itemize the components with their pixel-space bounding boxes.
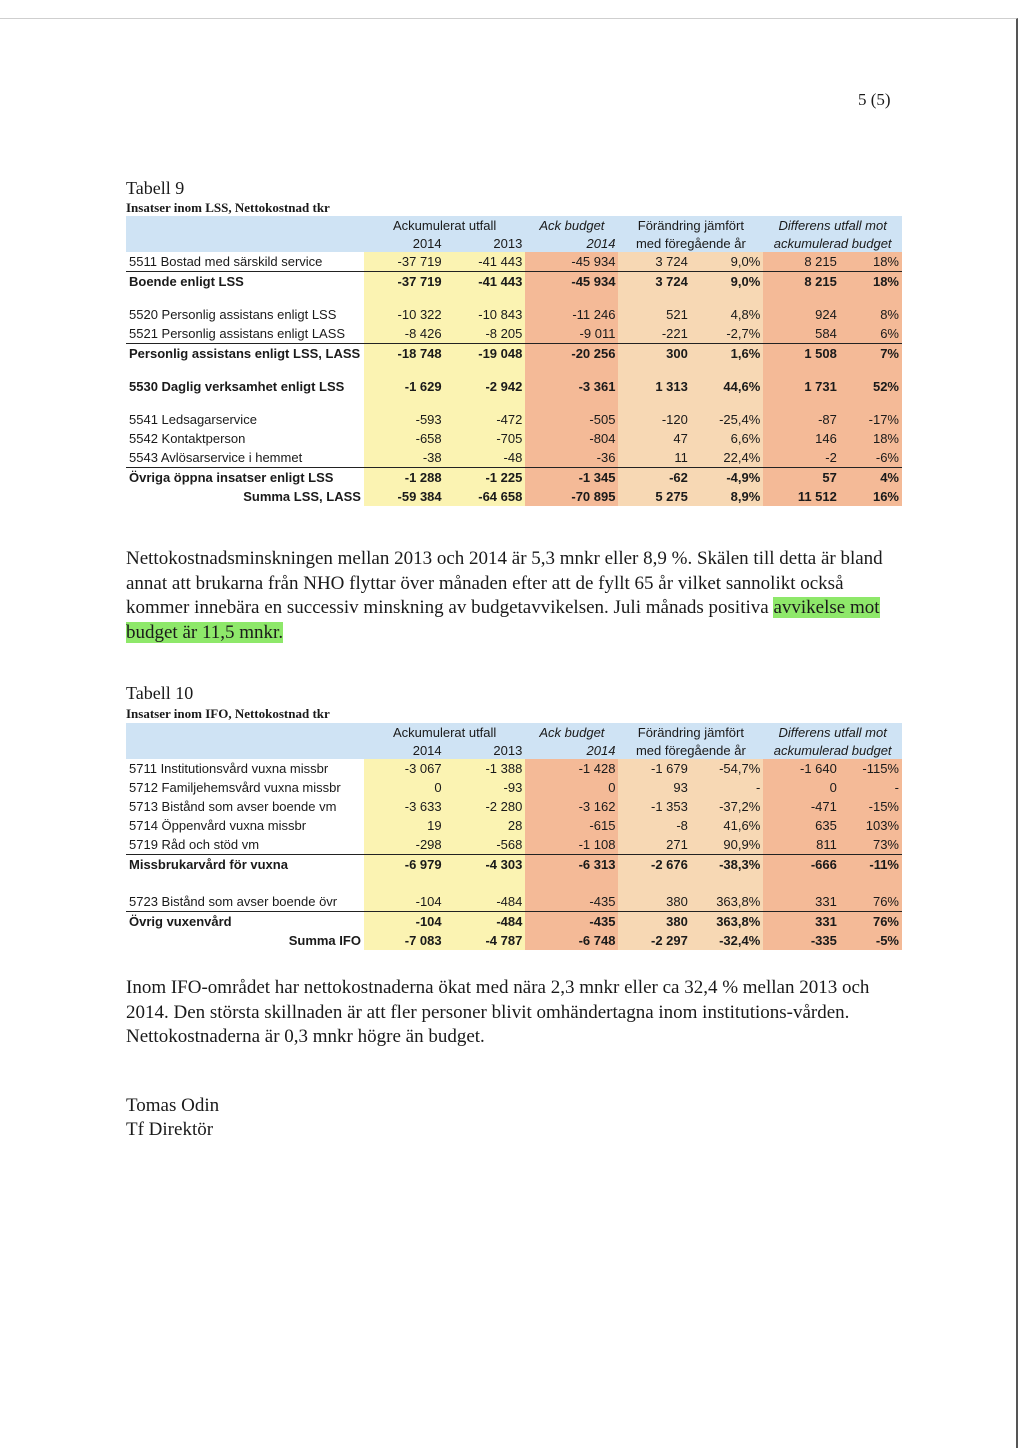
cell-value: 0	[364, 778, 445, 797]
cell-value: -1 225	[445, 468, 526, 488]
cell-value: -484	[445, 892, 526, 912]
row-label: 5543 Avlösarservice i hemmet	[126, 448, 364, 468]
cell-value: 4,8%	[691, 305, 763, 324]
cell-value: 1,6%	[691, 344, 763, 364]
cell-value: -6%	[840, 448, 902, 468]
cell-value: 52%	[840, 377, 902, 396]
table-row	[126, 892, 902, 912]
cell-value: 19	[364, 816, 445, 835]
cell-value: 811	[763, 835, 840, 855]
cell-value: -104	[364, 912, 445, 932]
cell-value: -41 443	[445, 252, 526, 272]
row-label: 5723 Bistånd som avser boende övr	[126, 892, 364, 912]
cell-value: 11 512	[763, 487, 840, 506]
spacer-row	[126, 874, 902, 892]
cell-value: -593	[364, 410, 445, 429]
cell-value: 331	[763, 912, 840, 932]
cell-value: 924	[763, 305, 840, 324]
cell-value: -38	[364, 448, 445, 468]
cell-value: 3 724	[618, 272, 690, 292]
row-label: Personlig assistans enligt LSS, LASS	[129, 346, 361, 361]
cell-value: -10 843	[445, 305, 526, 324]
cell-value: 521	[618, 305, 690, 324]
cell-value: 3 724	[618, 252, 690, 272]
row-label: Övriga öppna insatser enligt LSS	[129, 470, 334, 485]
table-row	[126, 778, 902, 797]
table-subtotal-row	[126, 272, 902, 292]
table-subtotal-row	[126, 344, 902, 364]
cell-value: -8 426	[364, 324, 445, 344]
cell-value: -1 288	[364, 468, 445, 488]
cell-value: -9 011	[525, 324, 618, 344]
cell-value: 4%	[840, 468, 902, 488]
header-forandring: Förändring jämfört	[618, 216, 763, 234]
cell-value: -3 361	[525, 377, 618, 396]
cell-value: -666	[763, 855, 840, 875]
header-year: 2014	[525, 234, 618, 252]
header-differens: Differens utfall mot	[763, 216, 902, 234]
cell-value: -4 303	[445, 855, 526, 875]
cell-value: -10 322	[364, 305, 445, 324]
header-ack-budget: Ack budget	[525, 723, 618, 741]
cell-value: -25,4%	[691, 410, 763, 429]
cell-value: 93	[618, 778, 690, 797]
cell-value: -15%	[840, 797, 902, 816]
table-header-row	[126, 723, 902, 741]
row-label: 5719 Råd och stöd vm	[126, 835, 364, 855]
cell-value: -2 676	[618, 855, 690, 875]
cell-value: 44,6%	[691, 377, 763, 396]
cell-value: -59 384	[364, 487, 445, 506]
row-label: 5542 Kontaktperson	[129, 431, 246, 446]
cell-value: -2 942	[445, 377, 526, 396]
table-subtotal-row	[126, 468, 902, 488]
cell-value: -705	[445, 429, 526, 448]
cell-value: -298	[364, 835, 445, 855]
cell-value: -8 205	[445, 324, 526, 344]
table-row	[126, 429, 902, 448]
row-label: Boende enligt LSS	[129, 274, 244, 289]
spacer-row	[126, 363, 902, 377]
cell-value: 300	[618, 344, 690, 364]
table-subtotal-row	[126, 912, 902, 932]
tabell9-title: Tabell 9	[126, 178, 185, 198]
cell-value: 6,6%	[691, 429, 763, 448]
cell-value: -6 313	[525, 855, 618, 875]
cell-value: 18%	[840, 429, 902, 448]
cell-value: 103%	[840, 816, 902, 835]
cell-value: -38,3%	[691, 855, 763, 875]
cell-value: 1 731	[763, 377, 840, 396]
cell-value: 0	[763, 778, 840, 797]
cell-value: 8 215	[763, 252, 840, 272]
cell-value: 271	[618, 835, 690, 855]
cell-value: -221	[618, 324, 690, 344]
tabell10-title: Tabell 10	[126, 683, 194, 703]
row-label: 5713 Bistånd som avser boende vm	[129, 799, 337, 814]
cell-value: 18%	[840, 252, 902, 272]
cell-value: -87	[763, 410, 840, 429]
cell-value: 6%	[840, 324, 902, 344]
cell-value: -37 719	[364, 272, 445, 292]
cell-value: 57	[763, 468, 840, 488]
cell-value: 9,0%	[691, 272, 763, 292]
paragraph-ifo: Inom IFO-området har nettokostnaderna ökat med nära 2,3 mnkr eller ca 32,4 % mellan 2013 och 2014. Den största skillnaden är att fler personer blivit omhändertagna inom institutions-vården. Nettokostnaderna är 0,3 mnkr högre än budget.	[126, 977, 870, 1047]
cell-value: -	[691, 778, 763, 797]
cell-value: -93	[445, 778, 526, 797]
cell-value: -17%	[840, 410, 902, 429]
row-label: 5712 Familjehemsvård vuxna missbr	[129, 780, 341, 795]
header-ackumulerad: ackumulerad budget	[763, 234, 902, 252]
cell-value: 331	[763, 892, 840, 912]
cell-value: -64 658	[445, 487, 526, 506]
tabell9-table	[126, 216, 902, 506]
cell-value: -5%	[840, 931, 902, 950]
cell-value: 76%	[840, 912, 902, 932]
table-subtotal-row	[126, 931, 902, 950]
cell-value: -20 256	[525, 344, 618, 364]
row-label: 5511 Bostad med särskild service	[126, 252, 364, 272]
header-year: 2014	[525, 741, 618, 759]
cell-value: 90,9%	[691, 835, 763, 855]
spacer-row	[126, 291, 902, 305]
cell-value: -	[840, 778, 902, 797]
table-header-row	[126, 216, 902, 234]
header-year: 2014	[364, 741, 445, 759]
cell-value: -1 388	[445, 759, 526, 778]
cell-value: -45 934	[525, 272, 618, 292]
header-foregaende: med föregående år	[618, 234, 763, 252]
tabell10-table	[126, 723, 902, 950]
cell-value: -472	[445, 410, 526, 429]
cell-value: 8%	[840, 305, 902, 324]
table-row	[126, 835, 902, 855]
cell-value: 7%	[840, 344, 902, 364]
header-forandring: Förändring jämfört	[618, 723, 763, 741]
cell-value: -41 443	[445, 272, 526, 292]
cell-value: -1 345	[525, 468, 618, 488]
cell-value: -1 640	[763, 759, 840, 778]
cell-value: -1 108	[525, 835, 618, 855]
cell-value: -45 934	[525, 252, 618, 272]
cell-value: -435	[525, 912, 618, 932]
cell-value: -568	[445, 835, 526, 855]
cell-value: 76%	[840, 892, 902, 912]
cell-value: 584	[763, 324, 840, 344]
cell-value: 8 215	[763, 272, 840, 292]
cell-value: -11 246	[525, 305, 618, 324]
table-row	[126, 252, 902, 272]
cell-value: 11	[618, 448, 690, 468]
tabell9-subtitle: Insatser inom LSS, Nettokostnad tkr	[126, 200, 330, 215]
cell-value: -435	[525, 892, 618, 912]
cell-value: 28	[445, 816, 526, 835]
table-row	[126, 410, 902, 429]
header-ack-budget: Ack budget	[525, 216, 618, 234]
header-ackumulerad: ackumulerad budget	[763, 741, 902, 759]
cell-value: 16%	[840, 487, 902, 506]
cell-value: 363,8%	[691, 912, 763, 932]
cell-value: -1 353	[618, 797, 690, 816]
cell-value: -2 297	[618, 931, 690, 950]
cell-value: -658	[364, 429, 445, 448]
cell-value: 1 508	[763, 344, 840, 364]
row-label: 5521 Personlig assistans enligt LASS	[126, 324, 364, 344]
table-row	[126, 797, 902, 816]
cell-value: -6 748	[525, 931, 618, 950]
cell-value: -120	[618, 410, 690, 429]
table-header-row	[126, 234, 902, 252]
cell-value: 73%	[840, 835, 902, 855]
cell-value: -3 067	[364, 759, 445, 778]
spacer-row	[126, 396, 902, 410]
cell-value: -37,2%	[691, 797, 763, 816]
cell-value: 8,9%	[691, 487, 763, 506]
table-row	[126, 324, 902, 344]
signature-name: Tomas Odin	[126, 1095, 220, 1116]
cell-value: -6 979	[364, 855, 445, 875]
row-label: Missbrukarvård för vuxna	[129, 857, 288, 872]
cell-value: 635	[763, 816, 840, 835]
cell-value: -2	[763, 448, 840, 468]
cell-value: -2,7%	[691, 324, 763, 344]
table-subtotal-row	[126, 855, 902, 875]
cell-value: 1 313	[618, 377, 690, 396]
cell-value: 363,8%	[691, 892, 763, 912]
row-label: 5714 Öppenvård vuxna missbr	[129, 818, 307, 833]
cell-value: -1 428	[525, 759, 618, 778]
row-label: 5711 Institutionsvård vuxna missbr	[129, 761, 329, 776]
header-differens: Differens utfall mot	[763, 723, 902, 741]
table-row	[126, 759, 902, 778]
cell-value: -54,7%	[691, 759, 763, 778]
cell-value: -4 787	[445, 931, 526, 950]
highlighted-text: avvikelse mot budget är 11,5 mnkr.	[126, 597, 880, 643]
cell-value: 0	[525, 778, 618, 797]
cell-value: -7 083	[364, 931, 445, 950]
table-subtotal-row	[126, 487, 902, 506]
cell-value: -8	[618, 816, 690, 835]
cell-value: -615	[525, 816, 618, 835]
cell-value: -1 679	[618, 759, 690, 778]
cell-value: 47	[618, 429, 690, 448]
cell-value: -1 629	[364, 377, 445, 396]
cell-value: -505	[525, 410, 618, 429]
table-row	[126, 305, 902, 324]
tabell10-subtitle: Insatser inom IFO, Nettokostnad tkr	[126, 706, 330, 721]
cell-value: -48	[445, 448, 526, 468]
header-year: 2014	[364, 234, 445, 252]
cell-value: -3 633	[364, 797, 445, 816]
cell-value: -115%	[840, 759, 902, 778]
row-label: 5530 Daglig verksamhet enligt LSS	[129, 379, 345, 394]
cell-value: -335	[763, 931, 840, 950]
cell-value: -70 895	[525, 487, 618, 506]
header-foregaende: med föregående år	[618, 741, 763, 759]
cell-value: 18%	[840, 272, 902, 292]
header-year: 2013	[445, 234, 526, 252]
cell-value: -2 280	[445, 797, 526, 816]
cell-value: -4,9%	[691, 468, 763, 488]
cell-value: 380	[618, 892, 690, 912]
cell-value: -484	[445, 912, 526, 932]
row-label: Summa IFO	[288, 933, 361, 948]
cell-value: 5 275	[618, 487, 690, 506]
cell-value: 41,6%	[691, 816, 763, 835]
row-label: 5520 Personlig assistans enligt LSS	[129, 307, 337, 322]
cell-value: -37 719	[364, 252, 445, 272]
header-ack-utfall: Ackumulerat utfall	[364, 216, 525, 234]
table-row	[126, 448, 902, 468]
cell-value: -104	[364, 892, 445, 912]
cell-value: -804	[525, 429, 618, 448]
page-number: 5 (5)	[858, 90, 891, 109]
cell-value: -18 748	[364, 344, 445, 364]
cell-value: 9,0%	[691, 252, 763, 272]
header-ack-utfall: Ackumulerat utfall	[364, 723, 525, 741]
cell-value: -11%	[840, 855, 902, 875]
cell-value: -3 162	[525, 797, 618, 816]
table-row	[126, 816, 902, 835]
signature-role: Tf Direktör	[126, 1119, 214, 1140]
cell-value: 146	[763, 429, 840, 448]
table-subtotal-row	[126, 377, 902, 396]
row-label: Övrig vuxenvård	[129, 914, 232, 929]
paragraph-lss	[126, 547, 906, 645]
paragraph-lss-text: Nettokostnadsminskningen mellan 2013 och 2014 är 5,3 mnkr eller 8,9 %. Skälen till detta är bland annat att brukarna från NHO flyttar över månaden efter att de fyllt 65 år vilket sannolikt också kommer innebära en successiv minskning av budgetavvikelsen. Juli månads positiva	[126, 548, 883, 618]
cell-value: 22,4%	[691, 448, 763, 468]
row-label: Summa LSS, LASS	[243, 489, 361, 504]
cell-value: -36	[525, 448, 618, 468]
cell-value: -62	[618, 468, 690, 488]
table-header-row	[126, 741, 902, 759]
cell-value: -471	[763, 797, 840, 816]
cell-value: 380	[618, 912, 690, 932]
cell-value: -19 048	[445, 344, 526, 364]
cell-value: -32,4%	[691, 931, 763, 950]
row-label: 5541 Ledsagarservice	[129, 412, 257, 427]
header-year: 2013	[445, 741, 526, 759]
